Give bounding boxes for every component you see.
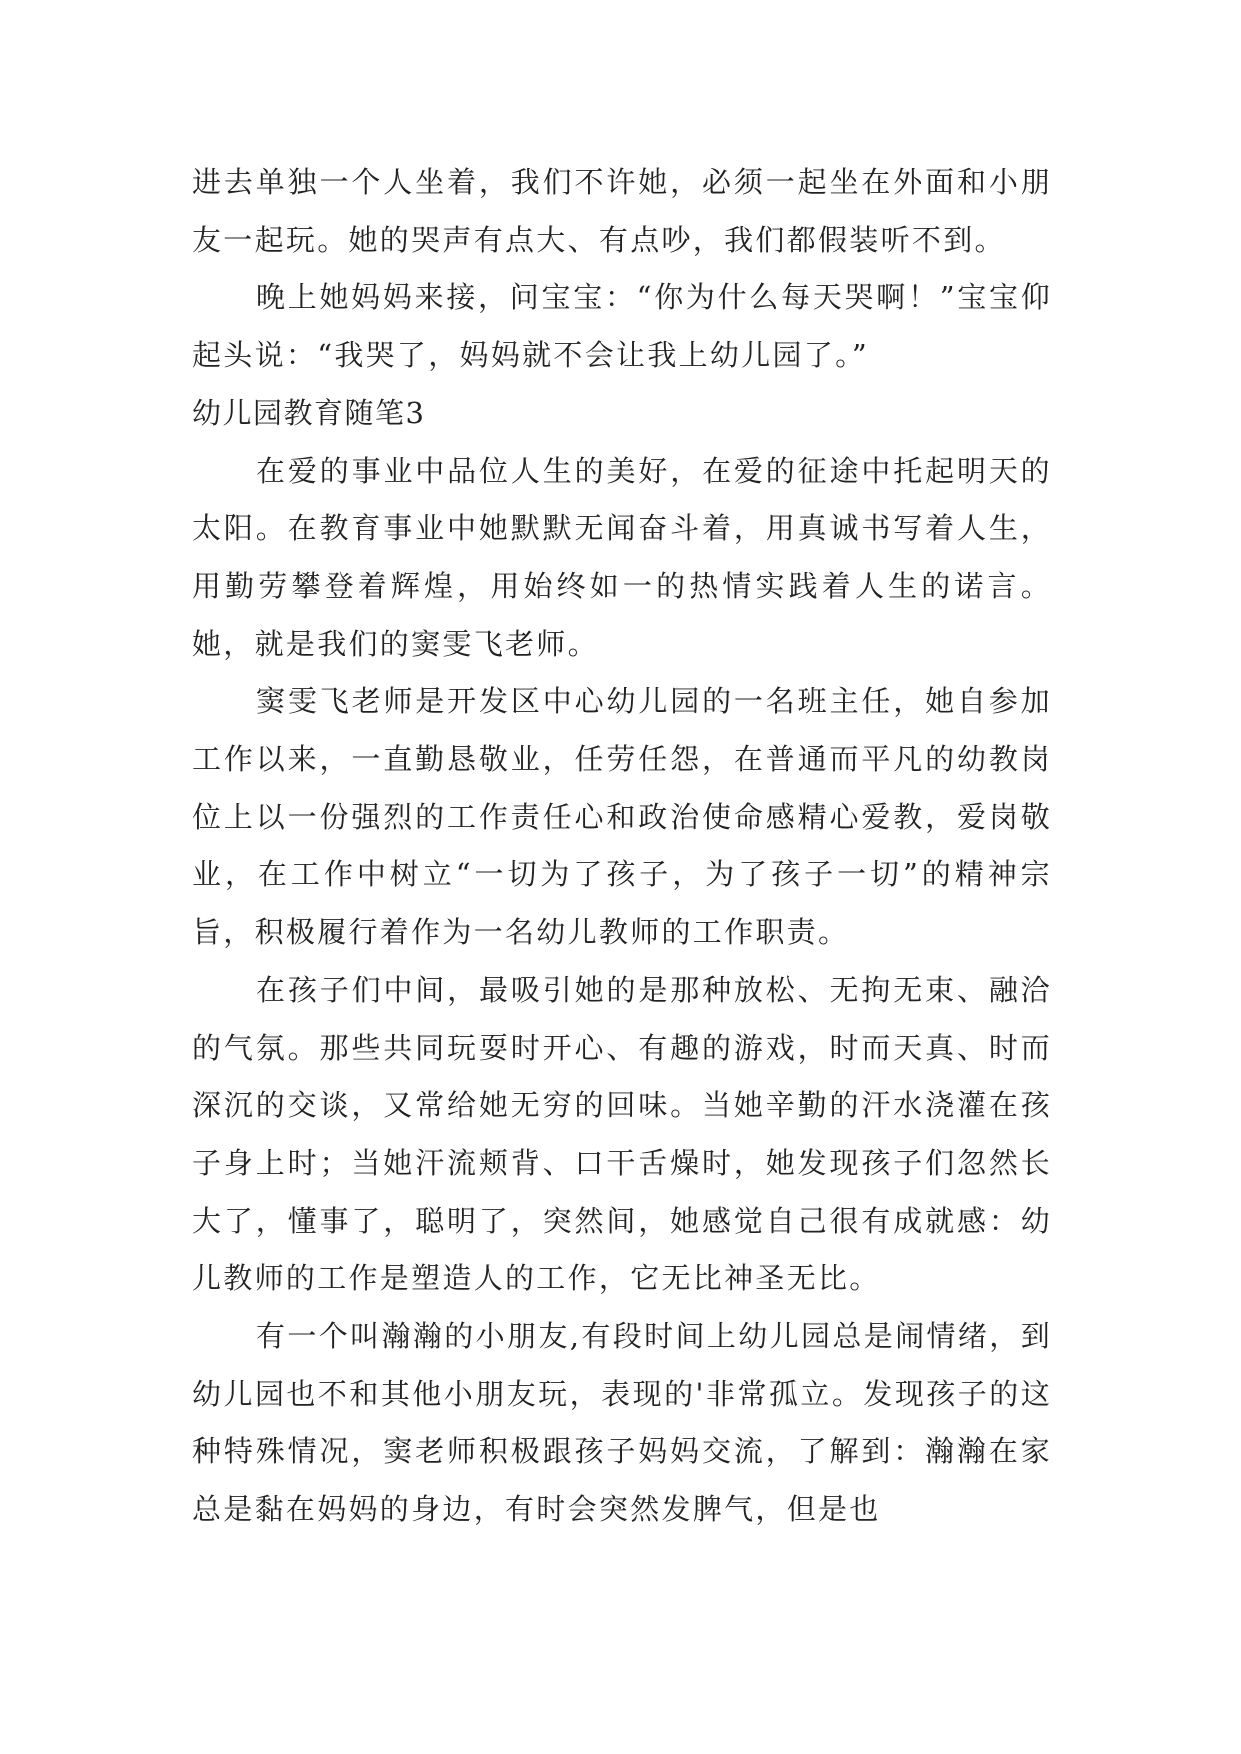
- paragraph-continued: 进去单独一个人坐着，我们不许她，必须一起坐在外面和小朋友一起玩。她的哭声有点大、有点吵，我们都假装听不到。: [192, 165, 1052, 257]
- paragraph-intro: 在爱的事业中品位人生的美好，在爱的征途中托起明天的太阳。在教育事业中她默默无闻奋斗着，用真诚书写着人生，用勤劳攀登着辉煌，用始终如一的热情实践着人生的诺言。她，就是我们的窦雯飞老师。: [192, 453, 1052, 661]
- section-title: 幼儿园教育随笔3: [192, 395, 426, 430]
- paragraph-children-atmosphere: 在孩子们中间，最吸引她的是那种放松、无拘无束、融洽的气氛。那些共同玩耍时开心、有趣的游戏，时而天真、时而深沉的交谈，又常给她无穷的回味。当她辛勤的汗水浇灌在孩子身上时；当她汗流颊背、口干舌燥时，她发现孩子们忽然长大了，懂事了，聪明了，突然间，她感觉自己很有成就感：幼儿教师的工作是塑造人的工作，它无比神圣无比。: [192, 972, 1052, 1296]
- paragraph-teacher-profile: 窦雯飞老师是开发区中心幼儿园的一名班主任，她自参加工作以来，一直勤恳敬业，任劳任怨，在普通而平凡的幼教岗位上以一份强烈的工作责任心和政治使命感精心爱教，爱岗敬业，在工作中树立“一切为了孩子，为了孩子一切”的精神宗旨，积极履行着作为一名幼儿教师的工作职责。: [192, 684, 1052, 950]
- paragraph-hanhan-story: 有一个叫瀚瀚的小朋友,有段时间上幼儿园总是闹情绪，到幼儿园也不和其他小朋友玩，表现的'非常孤立。发现孩子的这种特殊情况，窦老师积极跟孩子妈妈交流，了解到：瀚瀚在家总是黏在妈妈的身边，有时会突然发脾气，但是也: [192, 1319, 1052, 1527]
- document-body: [192, 154, 1052, 1539]
- paragraph-mother-pickup: 晚上她妈妈来接，问宝宝：“你为什么每天哭啊！”宝宝仰起头说：“我哭了，妈妈就不会让我上幼儿园了。”: [192, 280, 1052, 373]
